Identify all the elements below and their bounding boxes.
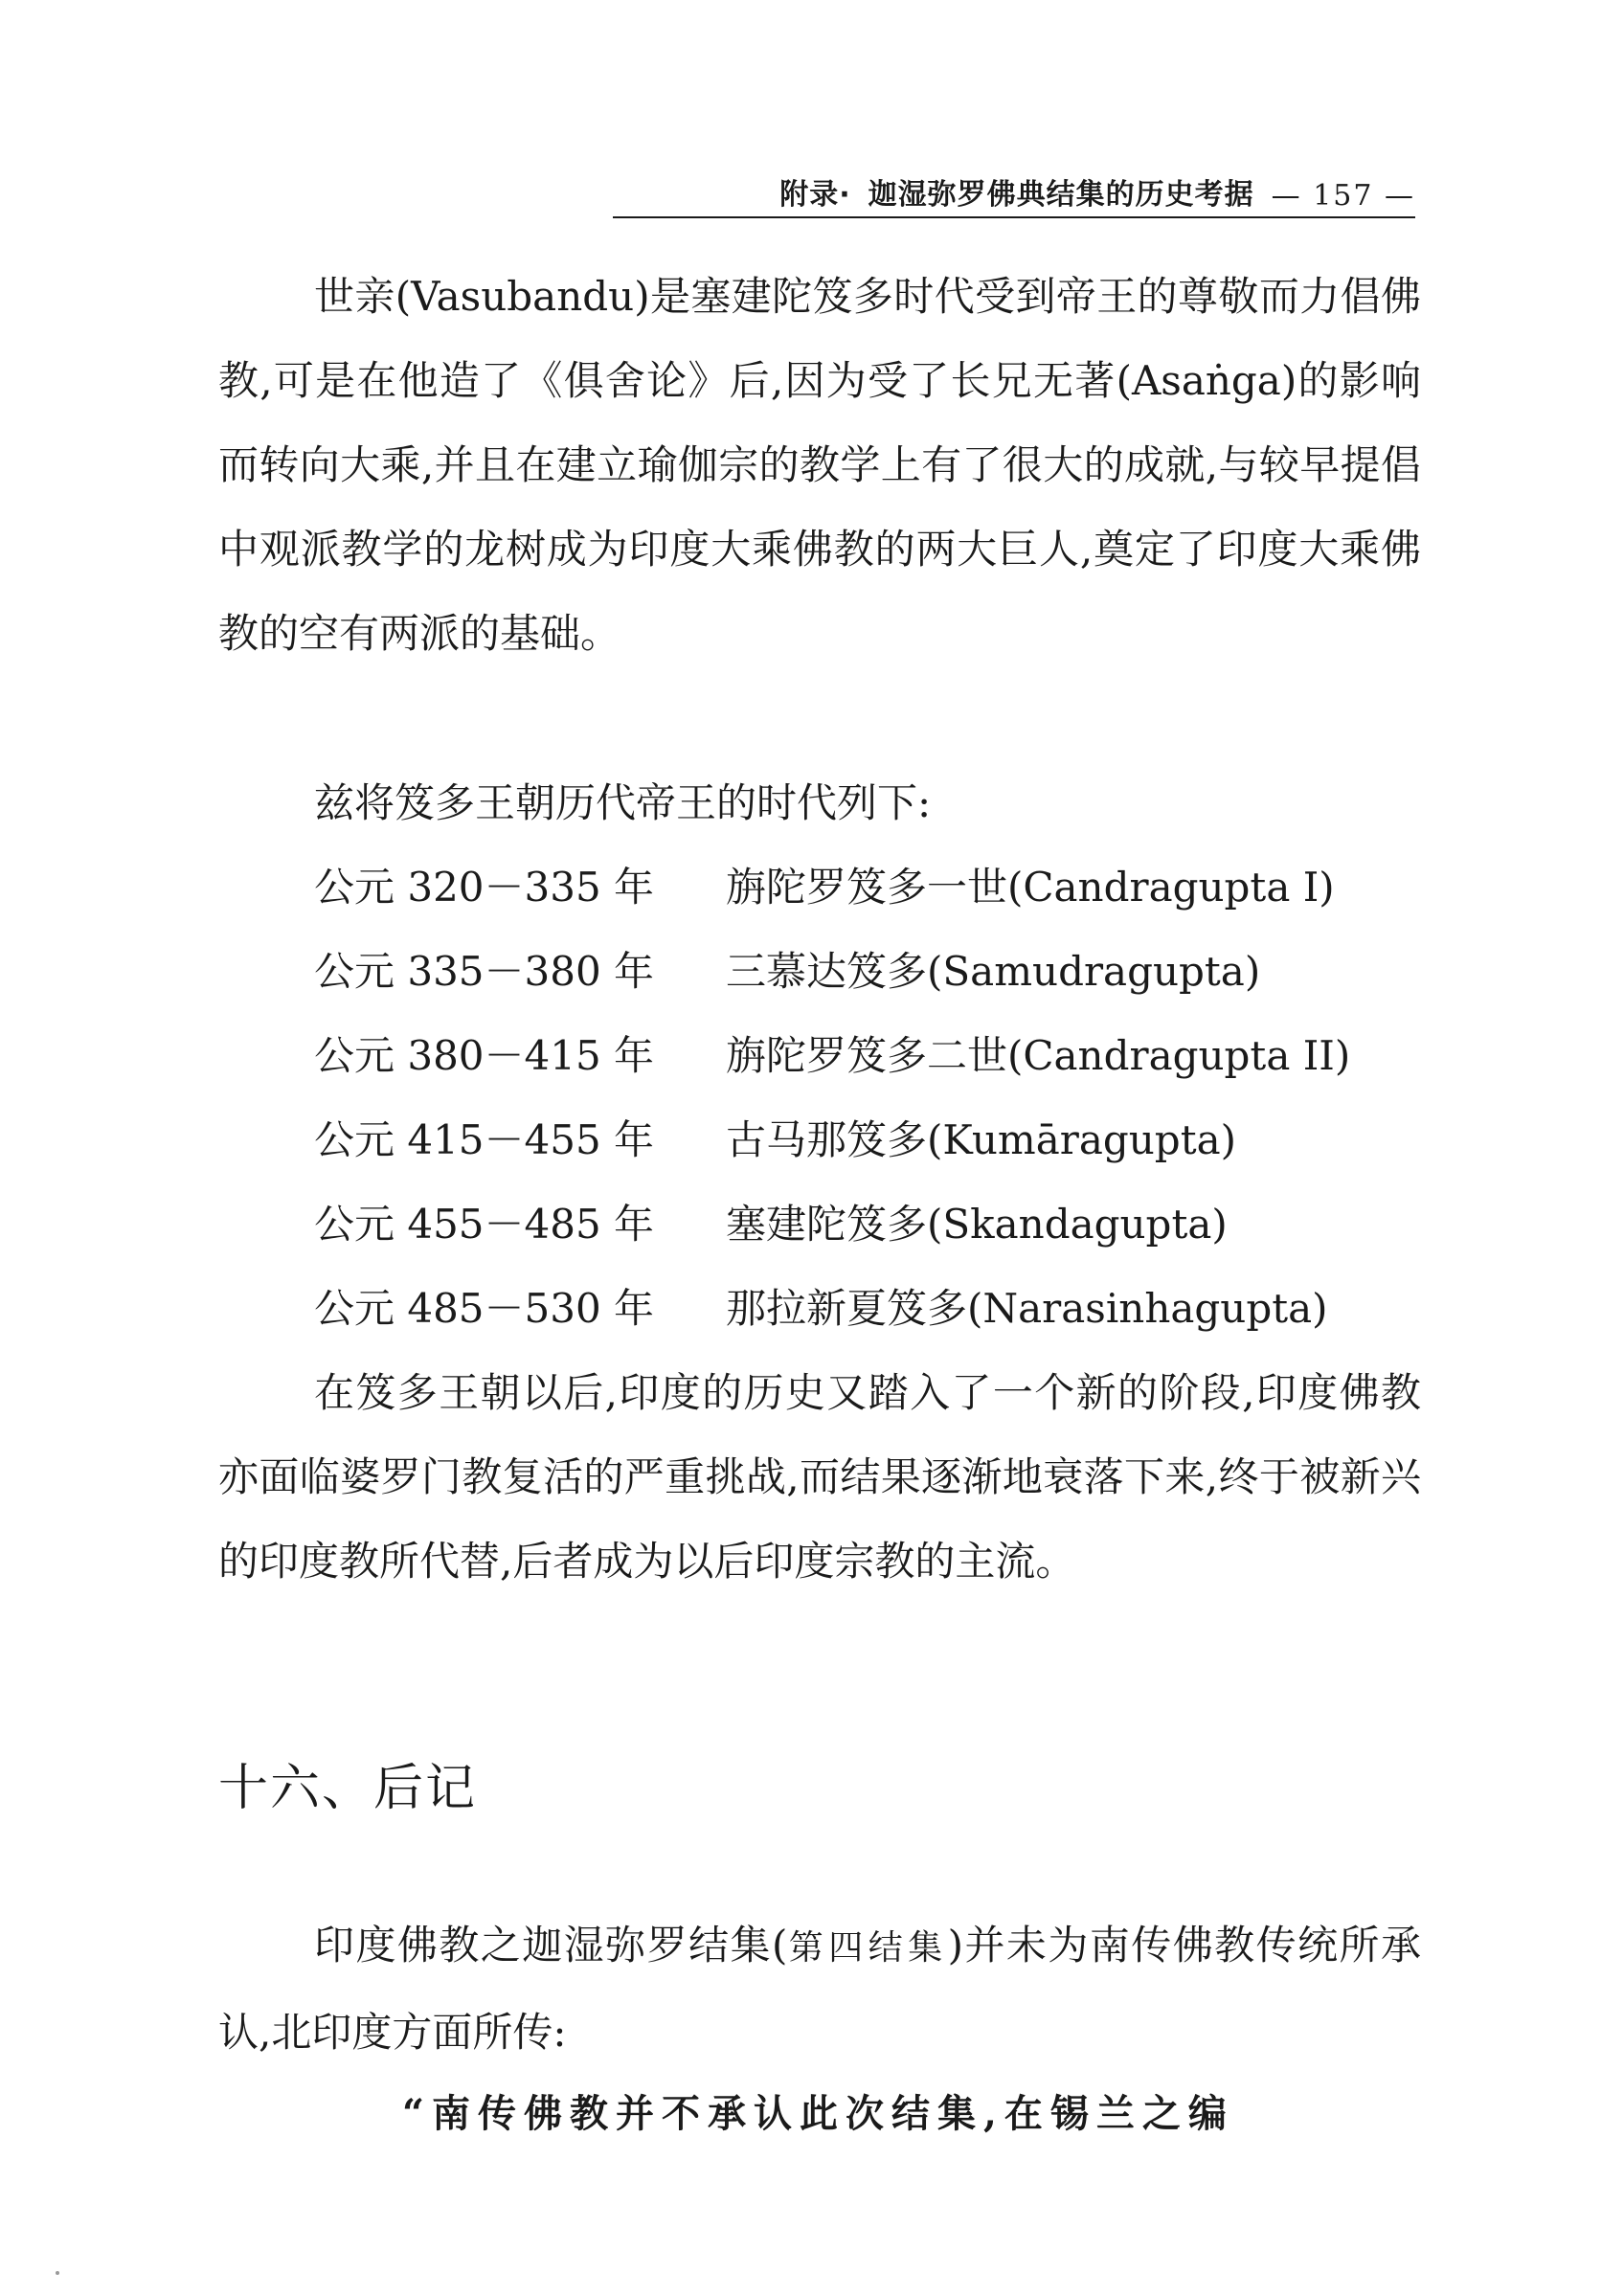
reign-ruler: 塞建陀笈多(Skandagupta) bbox=[726, 1201, 1228, 1248]
reign-ruler: 那拉新夏笈多(Narasinhagupta) bbox=[726, 1285, 1328, 1332]
running-header bbox=[613, 161, 1415, 213]
reign-row bbox=[314, 845, 1425, 930]
reign-row bbox=[314, 1182, 1425, 1267]
paragraph-vasubandhu: 世亲(Vasubandu)是塞建陀笈多时代受到帝王的尊敬而力倡佛教,可是在他造了《俱舍论》后,因为受了长兄无著(Asaṅga)的影响而转向大乘,并且在建立瑜伽宗的教学上有了很大的成就,与较早提倡中观派教学的龙树成为印度大乘佛教的两大巨人,奠定了印度大乘佛教的空有两派的基础。 bbox=[218, 273, 1421, 657]
header-rule bbox=[613, 216, 1415, 218]
paragraph-after-gupta: 在笈多王朝以后,印度的历史又踏入了一个新的阶段,印度佛教亦面临婆罗门教复活的严重挑战,而结果逐渐地衰落下来,终于被新兴的印度教所代替,后者成为以后印度宗教的主流。 bbox=[218, 1369, 1421, 1585]
block-quote: “南传佛教并不承认此次结集,在锡兰之编 bbox=[402, 2091, 1234, 2136]
reign-date: 公元 320－335 年 bbox=[314, 864, 655, 911]
reign-date: 公元 380－415 年 bbox=[314, 1032, 655, 1079]
paragraph-text-part: 印度佛教之迦湿弥罗结集( bbox=[314, 1922, 788, 1969]
scan-speck bbox=[56, 2271, 59, 2275]
reign-date: 公元 485－530 年 bbox=[314, 1285, 655, 1332]
reign-ruler: 古马那笈多(Kumāragupta) bbox=[726, 1116, 1236, 1163]
fourth-council-note: 第四结集 bbox=[787, 1928, 948, 1968]
reign-row bbox=[314, 1098, 1425, 1182]
reign-date: 公元 455－485 年 bbox=[314, 1201, 655, 1248]
paragraph-kashmir-council bbox=[218, 1903, 1421, 2072]
reign-list bbox=[314, 845, 1425, 1351]
reign-row bbox=[314, 930, 1425, 1014]
section-heading: 十六、后记 bbox=[218, 1760, 478, 1817]
reign-ruler: 旃陀罗笈多一世(Candragupta I) bbox=[726, 864, 1335, 911]
paragraph-text-part: )并未为南传佛教传统所承认,北印度方面所传: bbox=[218, 1922, 1421, 2056]
reign-list-intro: 兹将笈多王朝历代帝王的时代列下: bbox=[314, 779, 932, 826]
reign-ruler: 旃陀罗笈多二世(Candragupta II) bbox=[726, 1032, 1351, 1079]
reign-ruler: 三慕达笈多(Samudragupta) bbox=[726, 948, 1261, 995]
page-number: — 157 — bbox=[1271, 179, 1415, 213]
header-chapter-title: 迦湿弥罗佛典结集的历史考据 bbox=[868, 178, 1254, 212]
reign-date: 公元 415－455 年 bbox=[314, 1116, 655, 1163]
reign-row bbox=[314, 1267, 1425, 1351]
reign-row bbox=[314, 1014, 1425, 1098]
reign-date: 公元 335－380 年 bbox=[314, 948, 655, 995]
header-section-label: 附录· bbox=[779, 178, 851, 212]
